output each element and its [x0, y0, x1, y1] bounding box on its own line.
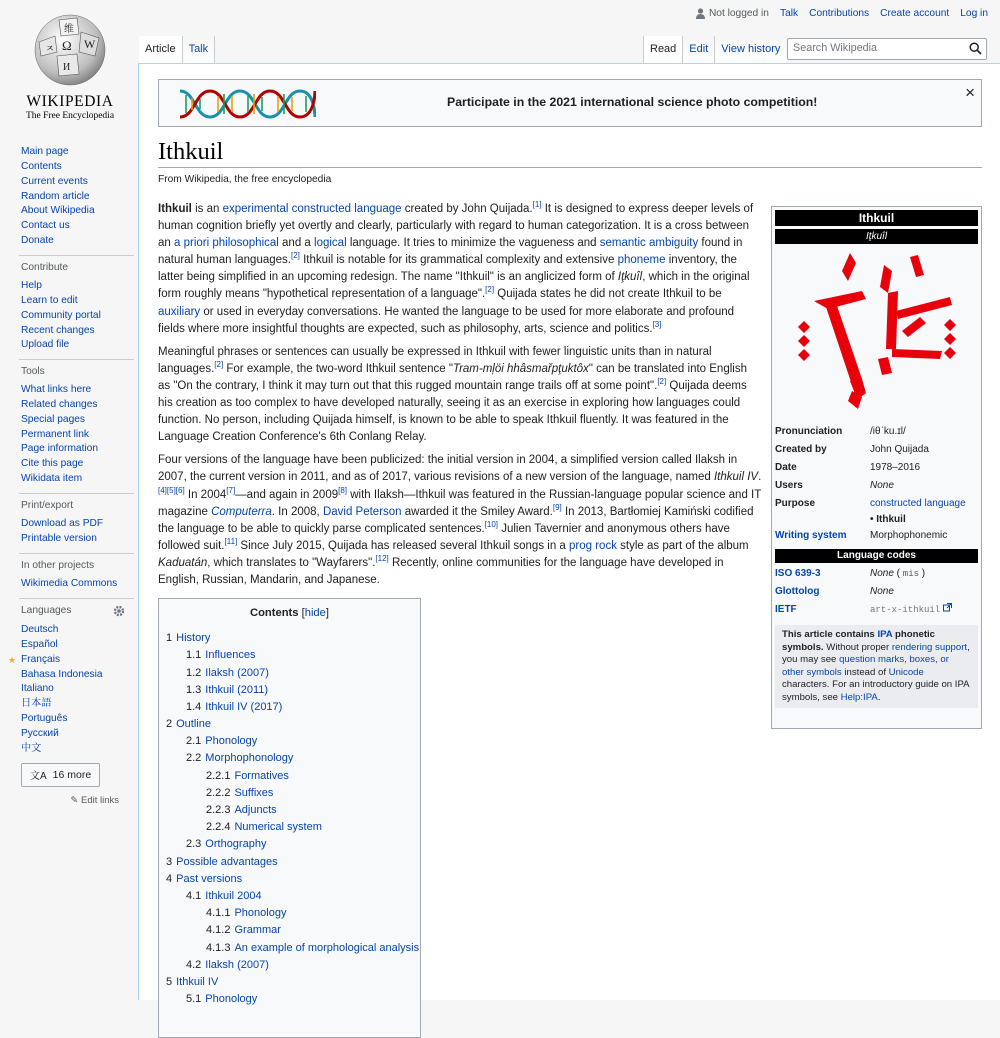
toc-number: 2: [166, 718, 173, 731]
inline-link[interactable]: David Peterson: [322, 505, 402, 518]
text-run: characters. For an introductory guide on IPA symbols, see: [782, 679, 969, 703]
sidebar-navigation: [21, 145, 131, 249]
languages-heading: Languages: [21, 605, 72, 616]
svg-text:Ω: Ω: [62, 38, 72, 53]
toc-item[interactable]: [165, 957, 414, 974]
toc-item[interactable]: [165, 819, 414, 836]
toc-number: 2.2.4: [206, 821, 231, 834]
globe-icon: [29, 12, 111, 88]
iso-639-3-link[interactable]: ISO 639-3: [775, 568, 821, 579]
text-run: Ithkuil IV: [713, 471, 759, 484]
text-run: Quijada deems his creation as too complex to have developed naturally, seeing it as an exercise in exploring how languages could function. No person, including Quijada himself, is known to be able to speak Ithkuil fluently. It was featured in the Language Creation Conference's 6th Conlang Relay.: [158, 379, 747, 444]
contribute-heading: Contribute: [21, 262, 69, 273]
tools-heading: Tools: [21, 366, 45, 377]
featured-star-icon: ★: [8, 654, 17, 665]
toc-label: Phonology: [205, 993, 258, 1006]
toc-item[interactable]: [165, 802, 414, 819]
citation-ref[interactable]: [2]: [657, 377, 667, 387]
sidebar-tools-item-0[interactable]: What links here: [21, 384, 92, 395]
purpose-link[interactable]: constructed language: [870, 498, 966, 509]
toc-hide-link[interactable]: hide: [304, 607, 326, 620]
toc-item[interactable]: [165, 630, 414, 647]
text-run: language. It tries to minimize the vagueness and: [346, 237, 600, 250]
toc-number: 5: [166, 975, 173, 988]
toc-item[interactable]: [165, 768, 414, 785]
toc-label: Outline: [176, 718, 211, 731]
glottolog-value: None: [870, 586, 894, 597]
toc-item[interactable]: [165, 854, 414, 871]
glottolog-link[interactable]: Glottolog: [775, 586, 820, 597]
inline-link[interactable]: rendering support: [891, 641, 968, 653]
toc-label: Ithkuil (2011): [205, 683, 269, 696]
text-run: , which in the original form roughly means "hypothetical representation of a language".: [158, 271, 750, 301]
language-link-7[interactable]: Русский: [21, 727, 59, 739]
toc-label: Suffixes: [234, 786, 274, 799]
toc-number: 2.2.3: [206, 804, 231, 817]
inline-link[interactable]: logical: [314, 237, 347, 250]
toc-number: 2.2: [186, 752, 202, 765]
toc-label: Orthography: [205, 838, 267, 851]
create-account-link[interactable]: Create account: [880, 8, 950, 19]
svg-text:И: И: [63, 62, 71, 73]
sidebar-contribute-item-3[interactable]: Recent changes: [21, 324, 95, 336]
text-run: created by John Quijada.: [401, 203, 533, 215]
page-tagline: From Wikipedia, the free encyclopedia: [158, 174, 332, 185]
sidebar-contribute-item-0[interactable]: Help: [21, 280, 42, 291]
text-run: .: [877, 691, 881, 703]
citation-ref[interactable]: [1]: [532, 200, 542, 210]
tab-edit[interactable]: Edit: [683, 36, 715, 63]
sidebar-tools-item-5[interactable]: Cite this page: [21, 458, 84, 470]
tab-talk[interactable]: Talk: [183, 36, 216, 63]
pronunciation-label: Pronunciation: [775, 426, 843, 437]
view-tabs: [643, 36, 786, 63]
inline-link[interactable]: Computerra: [211, 505, 272, 518]
text-run: , which translates to "Wayfarers".: [207, 556, 376, 569]
search-icon[interactable]: [969, 42, 982, 55]
sidebar-languages: [8, 598, 131, 806]
sidebar-tools: [21, 359, 131, 487]
users-value: None: [870, 480, 894, 491]
citation-ref[interactable]: [11]: [224, 536, 238, 546]
inline-link[interactable]: semantic ambiguity: [599, 237, 699, 250]
print-heading: Print/export: [21, 500, 74, 511]
citation-ref[interactable]: [2]: [485, 285, 495, 295]
text-run: Julien Tavernier and anonymous others have followed suit.: [158, 522, 730, 552]
text-run: or used in everyday conversations. He wanted the language to be used for more elaborate and profound fields where more insightful thoughts are expected, such as philosophy, arts, science and politics.: [158, 305, 735, 335]
toc-number: 2.3: [186, 838, 202, 851]
search-placeholder: Search Wikipedia: [793, 42, 878, 54]
toc-item[interactable]: [165, 836, 414, 853]
text-run: Without proper: [823, 641, 892, 653]
text-run: Ithkuil: [158, 203, 192, 215]
divider: [19, 493, 134, 494]
sidebar-contribute: [21, 255, 131, 353]
citation-ref[interactable]: [7]: [226, 485, 236, 495]
close-icon[interactable]: ×: [965, 83, 975, 102]
user-icon: [696, 8, 705, 19]
article-body: [158, 201, 762, 1038]
text-run: found in natural human languages.: [158, 237, 743, 267]
toc-label: Grammar: [234, 924, 281, 937]
sidebar-projects: [21, 553, 131, 592]
toc-number: 4.1.1: [206, 907, 231, 920]
more-languages-label: 16 more: [52, 768, 92, 781]
toc-number: 1.1: [186, 649, 202, 662]
sidebar-item-5[interactable]: Contact us: [21, 220, 70, 232]
sidebar-tools-item-3[interactable]: Permanent link: [21, 428, 89, 440]
more-languages-button[interactable]: [21, 763, 100, 787]
content-area: [138, 63, 1000, 1006]
toc-label: An example of morphological analysis: [234, 941, 420, 954]
sidebar-tools-item-1[interactable]: Related changes: [21, 398, 98, 410]
toc-label: Ithkuil IV (2017): [205, 700, 283, 713]
search-input[interactable]: [787, 38, 987, 60]
inline-link[interactable]: prog rock: [569, 539, 617, 552]
sidebar-item-4[interactable]: About Wikipedia: [21, 205, 95, 217]
infobox-native-name: Iţkuîl: [775, 229, 978, 244]
toc-label: History: [176, 632, 211, 645]
toc-item[interactable]: [165, 699, 414, 716]
writing-system-value: Morphophonemic: [870, 530, 948, 541]
text-run: is an: [191, 203, 223, 215]
pencil-icon: ✎: [70, 794, 79, 806]
not-logged-in: Not logged in: [708, 8, 769, 19]
text-run: . In 2008,: [271, 505, 323, 518]
toc-item[interactable]: [165, 974, 414, 991]
language-link-2[interactable]: Français ★: [21, 653, 131, 668]
language-codes-heading: Language codes: [775, 549, 978, 563]
toc-item[interactable]: [165, 922, 414, 939]
writing-system-link[interactable]: Writing system: [775, 530, 847, 541]
namespace-tabs: [139, 36, 215, 63]
citation-ref[interactable]: [9]: [552, 502, 562, 512]
table-of-contents: Contents [hide] 1 History 1.1 Influences 1.2 Ilaksh (2007) 1.3 Ithkuil (2011) 1.4 Ithkuil IV (2017) 2 Outline 2.1 Phonology 2.2 Morphophonology 2.2.1 Formatives 2.2.2 Suffixes 2.2.3 Adjuncts 2.2.4 Numerical system 2.3 Orthography 3 Possible advantages 4 Past versions 4.1 Ithkuil 2004 4.1.1 Phonology 4.1.2 Grammar 4.1.3 An example of morphological analysis 4.2 Ilaksh (2007) 5 Ithkuil IV 5.1 Phonology: [158, 598, 421, 1038]
toc-number: 1.3: [186, 683, 202, 696]
toc-item[interactable]: [165, 733, 414, 750]
text-run: —and again in 2009: [235, 488, 339, 501]
sidebar-contribute-item-2[interactable]: Community portal: [21, 309, 101, 321]
inline-link[interactable]: auxiliary: [158, 305, 201, 318]
sidebar-tools-item-2[interactable]: Special pages: [21, 413, 86, 425]
toc-label: Past versions: [176, 872, 243, 885]
toc-item[interactable]: [165, 750, 414, 767]
toc-number: 1.4: [186, 700, 202, 713]
text-run: Four versions of the language have been publicized: the initial version in 2004, a simplified version called Ilaksh in 2007, the current version in 2011, and as of 2017, various revisions of a new version of the language, named: [158, 454, 738, 484]
toc-label: Phonology: [205, 735, 258, 748]
text-run: For example, the two-word Ithkuil sentence ": [223, 362, 453, 375]
sidebar-print-item-0[interactable]: Download as PDF: [21, 518, 104, 529]
text-run: Quijada states he did not create Ithkuil to be: [494, 288, 722, 301]
sidebar-print: [21, 493, 131, 547]
sidebar-contribute-item-1[interactable]: Learn to edit: [21, 294, 78, 306]
text-run: It is designed to express deeper levels of human cognition briefly yet overtly and clearly, particularly with regard to human categorization. It is a cross between an: [158, 203, 754, 250]
inline-link[interactable]: Unicode: [888, 666, 924, 678]
sidebar-item-2[interactable]: Current events: [21, 175, 88, 187]
text-run: and a: [278, 237, 315, 250]
gear-icon[interactable]: [113, 605, 125, 617]
divider: [19, 359, 134, 360]
sidebar-project-item-0[interactable]: Wikimedia Commons: [21, 578, 118, 589]
text-run: Tram-mļöi hhâsmařpţuktôx: [452, 362, 589, 375]
purpose-sub: Ithkuil: [876, 514, 906, 525]
svg-text:ㅈ: ㅈ: [45, 44, 55, 55]
translate-icon: 文A: [30, 771, 47, 783]
toc-number: 3: [166, 855, 173, 868]
text-run: .: [758, 471, 762, 484]
pronunciation-value: /iθˈku.ɪl/: [870, 426, 906, 437]
tab-view-history[interactable]: View history: [715, 36, 786, 63]
toc-number: 4.1: [186, 889, 202, 902]
toc-label: Formatives: [234, 769, 289, 782]
toc-label: Ithkuil 2004: [205, 889, 262, 902]
inline-link[interactable]: IPA: [877, 629, 893, 640]
sidebar-contribute-item-4[interactable]: Upload file: [21, 339, 70, 351]
citation-ref[interactable]: [4][5][6]: [158, 485, 185, 495]
site-notice-banner: [158, 79, 982, 127]
wordmark: WIKIPEDIA: [26, 93, 114, 110]
iso-code: mis: [902, 569, 919, 579]
created-by-label: Created by: [775, 444, 827, 455]
text-run: inventory, the latter being simplified in an upcoming redesign. The name "Ithkuil" is an anglicized form of: [158, 254, 737, 284]
toc-item[interactable]: [165, 682, 414, 699]
text-run: This article contains: [782, 629, 878, 640]
toc-number: 4.1.3: [206, 941, 231, 954]
ipa-notice: [775, 625, 978, 708]
infobox-title: Ithkuil: [775, 210, 978, 226]
projects-heading: In other projects: [21, 560, 95, 571]
text-run: Kaduatán: [158, 556, 208, 569]
toc-label: Adjuncts: [234, 804, 277, 817]
divider: [19, 598, 134, 599]
edit-links-label: Edit links: [80, 794, 119, 806]
sidebar-item-6[interactable]: Donate: [21, 235, 54, 247]
toc-number: 2.2.2: [206, 786, 231, 799]
toc-number: 1: [166, 632, 173, 645]
page-title: Ithkuil: [158, 138, 224, 165]
language-link-5[interactable]: 日本語: [21, 698, 52, 710]
inline-link[interactable]: question marks, boxes, or other symbols: [782, 654, 949, 678]
language-link-4[interactable]: Italiano: [21, 683, 54, 695]
personal-tools: [696, 8, 988, 19]
toc-number: 2.1: [186, 735, 202, 748]
text-run: Recently, online communities for the language have developed in English, Russian, Mandarin, and Japanese.: [158, 556, 724, 586]
toc-label: Morphophonology: [205, 752, 294, 765]
sidebar-item-1[interactable]: Contents: [21, 160, 62, 172]
bullet-icon: •: [870, 514, 877, 525]
logo-tagline: The Free Encyclopedia: [25, 111, 115, 121]
toc-item[interactable]: [165, 785, 414, 802]
ithkuil-script-icon: [792, 251, 962, 416]
sidebar-tools-item-4[interactable]: Page information: [21, 443, 99, 455]
log-in-link[interactable]: Log in: [960, 8, 988, 19]
language-link-8[interactable]: 中文: [21, 742, 42, 754]
tab-article[interactable]: Article: [139, 36, 183, 63]
toc-item[interactable]: [165, 905, 414, 922]
talk-link[interactable]: Talk: [779, 8, 799, 19]
paragraph-versions: [158, 452, 762, 589]
tab-read[interactable]: Read: [643, 36, 683, 63]
date-value: 1978–2016: [870, 462, 921, 473]
toc-number: 4.1.2: [206, 924, 231, 937]
users-label: Users: [775, 480, 803, 491]
toc-label: Possible advantages: [176, 855, 278, 868]
inline-link[interactable]: phoneme: [617, 254, 666, 267]
language-link-1[interactable]: Español: [21, 638, 58, 650]
infobox: Ithkuil Iţkuîl Pronunciation /iθˈku.ɪl/ Created by John Quijada Date 1978–2016 Users None Purpose constructed language • Ithkuil Writing system Morphophonemic Language codes ISO 639-3 None ( mis ) Glottolog None IETF art-x-ithkuil This article contains IPA phonetic symbols. Without proper rendering support, you may see question marks, boxes, or other symbols instead of Unicode characters. For an introductory guide on IPA symbols, see Help:IPA.: [771, 206, 982, 729]
language-link-3[interactable]: Bahasa Indonesia: [21, 668, 103, 680]
toc-title: Contents: [250, 607, 299, 620]
divider: [19, 255, 134, 256]
citation-ref[interactable]: [2]: [291, 251, 300, 261]
inline-link[interactable]: a priori philosophical: [174, 237, 279, 250]
toc-number: 4: [166, 872, 173, 885]
toc-number: 1.2: [186, 666, 202, 679]
contributions-link[interactable]: Contributions: [809, 8, 870, 19]
text-run: In 2013, Bartłomiej Kamiński codified the language to be able to quickly parse complicated sentences.: [158, 505, 754, 535]
text-run: Meaningful phrases or sentences can usually be expressed in Ithkuil with fewer linguistic units than in natural languages.: [158, 345, 712, 375]
inline-link[interactable]: experimental constructed language: [222, 203, 402, 215]
citation-ref[interactable]: [2]: [214, 360, 224, 370]
svg-text:W: W: [84, 37, 96, 51]
ithkuil-script-image[interactable]: [775, 244, 978, 423]
text-run: with Ilaksh—Ithkuil was featured in the Russian-language popular science and IT magazine: [158, 488, 762, 518]
toc-number: 5.1: [186, 993, 202, 1006]
toc-item[interactable]: [165, 647, 414, 664]
wikipedia-logo[interactable]: [10, 0, 130, 125]
edit-links[interactable]: [21, 795, 119, 806]
toc-item[interactable]: [165, 665, 414, 682]
paragraph-meaningful: [158, 344, 762, 447]
sidebar-item-0[interactable]: Main page: [21, 146, 69, 157]
inline-link[interactable]: Help:IPA: [840, 691, 878, 703]
toc-label: Ithkuil IV: [176, 975, 219, 988]
citation-ref[interactable]: [8]: [338, 485, 348, 495]
text-run: Iţkuîl: [617, 271, 643, 284]
toc-label: Ilaksh (2007): [205, 958, 269, 971]
citation-ref[interactable]: [12]: [375, 554, 389, 564]
citation-ref[interactable]: [10]: [484, 519, 499, 529]
text-run: awarded it the Smiley Award.: [401, 505, 553, 518]
iso-value: None: [870, 568, 894, 579]
text-run: In 2004: [184, 488, 227, 501]
date-label: Date: [775, 462, 797, 473]
toc-item[interactable]: [165, 716, 414, 733]
text-run: Since July 2015, Quijada has released several Ithkuil songs in a: [237, 539, 570, 552]
toc-number: 4.2: [186, 958, 202, 971]
sidebar-tools-item-6[interactable]: Wikidata item: [21, 473, 83, 485]
ietf-link[interactable]: IETF: [775, 604, 797, 615]
text-run: " can be translated into English as "On the contrary, I think it may turn out that this rugged mountain range trails off at some point".: [158, 362, 747, 392]
title-divider: [158, 167, 982, 168]
toc-item[interactable]: [165, 940, 420, 957]
toc-item[interactable]: [165, 888, 414, 905]
text-run: instead of: [841, 666, 889, 678]
language-link-0[interactable]: Deutsch: [21, 624, 59, 635]
text-run: , you may see: [782, 641, 970, 665]
text-run: style as part of the album: [616, 539, 749, 552]
toc-label: Ilaksh (2007): [205, 666, 269, 679]
text-run: Ithkuil is notable for its grammatical complexity and extensive: [299, 254, 618, 267]
dna-helix-icon: [178, 87, 316, 121]
sidebar-item-3[interactable]: Random article: [21, 190, 90, 202]
toc-label: Phonology: [234, 907, 287, 920]
toc-number: 2.2.1: [206, 769, 231, 782]
language-link-6[interactable]: Português: [21, 713, 68, 725]
paragraph-intro: [158, 201, 762, 338]
ietf-value[interactable]: art-x-ithkuil: [870, 605, 941, 615]
toc-item[interactable]: [165, 871, 414, 888]
toc-label: Influences: [205, 649, 256, 662]
created-by-value: John Quijada: [870, 444, 929, 455]
sidebar-print-item-1[interactable]: Printable version: [21, 532, 97, 544]
svg-text:维: 维: [64, 24, 74, 35]
citation-ref[interactable]: [3]: [652, 319, 662, 329]
external-link-icon: [943, 603, 952, 612]
toc-label: Numerical system: [234, 821, 322, 834]
text-run: phonetic symbols.: [782, 629, 936, 653]
divider: [19, 553, 134, 554]
purpose-label: Purpose: [775, 498, 816, 509]
banner-text[interactable]: Participate in the 2021 international science photo competition!: [447, 95, 818, 109]
